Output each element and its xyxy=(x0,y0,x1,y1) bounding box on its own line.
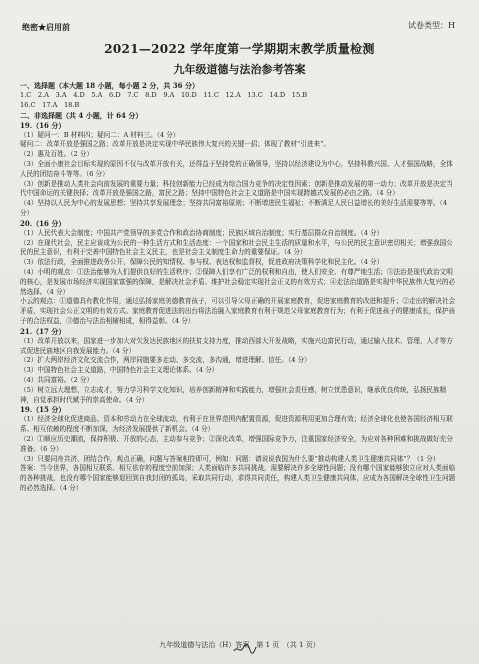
answer-line: （4）共同富裕。（2 分） xyxy=(20,375,94,384)
answer-line: （1）改革开放以来，国家进一步加大对欠发达民族地区的扶贫支持力度，推动西部大开发战略，实施兴边富民行动，通过输入技术、管理、人才等方式促进民族地区自我发展能力。（4 分） xyxy=(20,336,453,355)
question-heading: 20.（16 分） xyxy=(20,218,66,228)
document-subtitle: 九年级道德与法治参考答案 xyxy=(173,63,306,76)
answer-line: （3）中国特色社会主义道路，中国特色社会主义理论体系。（4 分） xyxy=(20,366,219,375)
answer-line: （2）惠及百姓。（2 分） xyxy=(20,150,94,159)
answers-line-2: 16.C 17.A 18.B xyxy=(20,100,80,109)
question-heading: 19.（16 分） xyxy=(20,120,66,130)
question-20 xyxy=(20,219,459,327)
question-heading: 19.（15 分） xyxy=(20,405,66,415)
answers-line-1: 1.C 2.A 3.A 4.D 5.A 6.D 7.C 8.D 9.A 10.D 11.C 12.A 13.C 14.D 15.B xyxy=(20,91,308,99)
answer-line: （5）树立远大理想，立志成才，努力学习科学文化知识，培养创新精神和实践能力，增强社会责任感，树立忧患意识，继承优良传统，弘扬民族精神，自觉承担时代赋予的崇高使命。（4 分） xyxy=(20,385,447,404)
answer-line: （3）依法行政，全面推进政务公开，保障公民的知情权、参与权、表达权和监督权，促进政府决策科学化和民主化。（4 分） xyxy=(20,258,384,267)
part-two-heading: 二、非选择题（共 4 小题，计 64 分） xyxy=(20,110,143,120)
answer-line: （2）在现代社会，民主应该成为公民的一种生活方式和生活态度：一个国家和社会民主生活的质量和水平，与公民的民主意识密切相关；增强我国公民的民主意识，有利于完善中国特色社会主义民主，也是社会主义制度生命力的重要保证。（4 分） xyxy=(20,238,453,257)
document-title: 2021—2022 学年度第一学期期末教学质量检测 xyxy=(104,42,375,56)
paper-type: 试卷类型：H xyxy=(408,21,455,30)
answer-line: （2）扩大两岸经济文化交流合作，两岸同胞要多走动、多交流、多沟通，增进理解、信任。（4 分） xyxy=(20,356,311,365)
answer-line: （3）全面小康社会目标实现的原因不仅与改革开放有关，还得益于坚持党的正确领导，坚持以经济建设为中心，坚持科教兴国、人才强国战略，全体人民的团结奋斗等等。（6 分） xyxy=(20,159,453,178)
part-one-heading: 一、选择题（本大题 18 小题，每小题 2 分，共 36 分） xyxy=(20,81,199,90)
question-21 xyxy=(20,327,459,406)
part-two xyxy=(20,111,459,494)
handwritten-mark-icon xyxy=(232,642,258,656)
secret-mark: 绝密★启用前 xyxy=(22,22,70,32)
answer-line: （4）坚持以人民为中心的发展思想；坚持共享发展理念；坚持共同富裕原则；不断增进民生福祉；不断满足人民日益增长的美好生活需要等等。（4 分） xyxy=(20,199,448,217)
question-22 xyxy=(20,405,459,493)
answer-line: （4）小明的观点：①法治能够为人们提供良好的生活秩序；②保障人们享有广泛的权利和自由，使人们安全、有尊严地生活；③法治是现代政治文明的核心，是发展市场经济实现国家富强的保障，是解决社会矛盾、维护社会稳定实现社会正义的有效方式；④走法治道路是实现中华民族伟大复兴的必然选择。（4 分） xyxy=(20,267,456,296)
answer-line: （1）人民代表大会制度；中国共产党领导的多党合作和政治协商制度；民族区域自治制度；实行基层群众自治制度。（4 分） xyxy=(20,228,384,237)
answer-line: （1）经济全球化促进商品、资本和劳动力在全球流动，有利于在世界范围内配置资源，促进资源利用更加合理有效；经济全球化也使各国经济相互联系、相互依赖的程度不断加深，为经济发展提供了新机会。（4 分） xyxy=(20,415,453,434)
page-footer: 九年级道德与法治（H）答案 第 1 页 （共 1 页） xyxy=(159,641,320,649)
answer-line: 疑问二：改革开放是强国之路；改革开放是决定实现中华民族伟大复兴的关键一招；体现了教材“引进来”。 xyxy=(20,140,331,149)
question-heading: 21.（17 分） xyxy=(20,326,66,336)
answer-line: （3）只要同舟共济，团结合作，观点正确，问题与答案相符即可，例如：问题：请说说我国为什么要“推动构建人类卫生健康共同体”？（1 分） xyxy=(20,454,440,463)
answer-line: （2）①顺应历史潮流，保持积极、开放的心态，主动参与竞争；②深化改革，增强国际竞争力，注重国家经济安全，为应对各种困难和挑战做好充分准备。（6 分） xyxy=(20,434,453,453)
answer-line: 小云的观点：①道德具有教化作用，通过弘扬家庭美德教育孩子，可以引导父母正确的开展家庭教育，促进家庭教育的改进和提升；②走出的解决社会矛盾，实现社会公正文明的有效方式。家庭教育促进法的出台将法治融入家庭教育有利于规范父母家庭教育行为；有利于促进孩子的健康成长，保护孩子的合法权益，③德治与法治相辅相成，相得益彰。（4 分） xyxy=(20,297,456,325)
part-one xyxy=(20,81,459,111)
answer-line: （3）创新是推动人类社会向前发展的重要力量；科技创新能力已经成为综合国力竞争的决定性因素；创新是推动发展的第一动力；改革开放是决定当代中国命运的关键抉择；改革开放是强国之路，富民之路；坚持中国特色社会主义道路是中国实现跨越式发展的必由之路。（4 分） xyxy=(20,179,453,198)
question-19 xyxy=(20,121,459,219)
answer-line: 答案：当今世界，各国相互联系、相互依存的程度空前加深；人类面临许多共同挑战，需要解决许多全球性问题；没有哪个国家能够独立应对人类面临的各种挑战，也没有哪个国家能够退回到自我封闭的孤岛，采取共同行动，求得共同责任，构建人类卫生健康共同体，应成为各国解决全球性卫生问题的必然选择。（4 分） xyxy=(20,464,456,492)
answer-line: （1）疑问一：B 材料四；疑问二：A 材料三。（4 分） xyxy=(20,130,180,139)
